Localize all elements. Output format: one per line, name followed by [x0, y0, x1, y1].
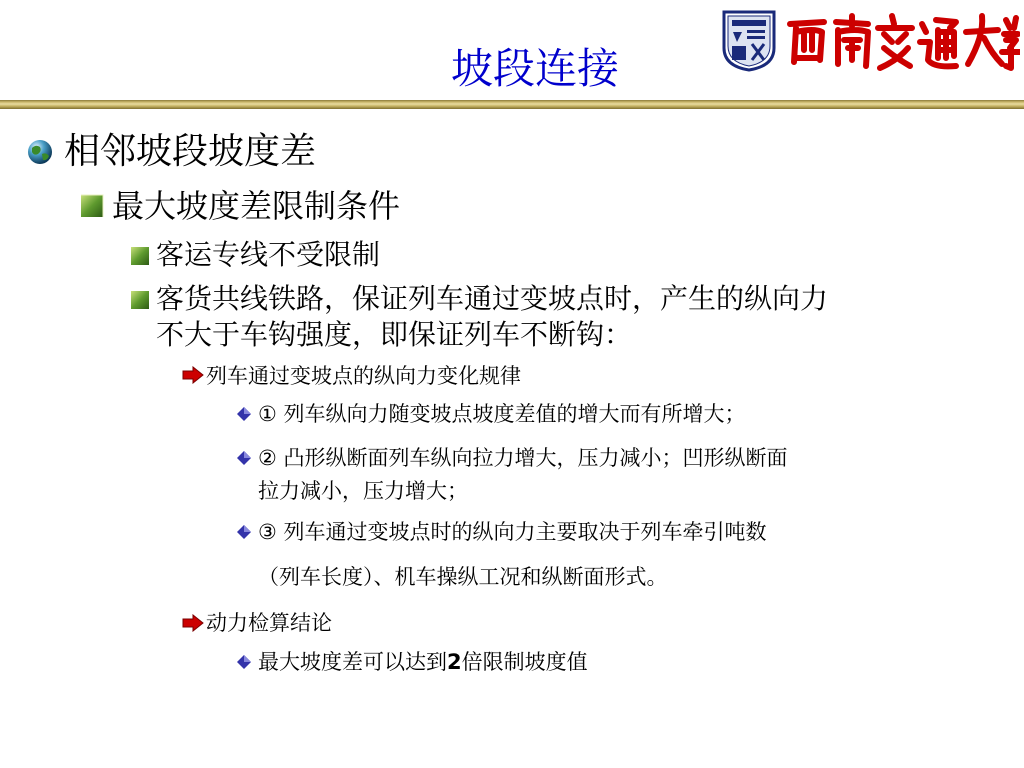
diamond-bullet-icon: [236, 406, 252, 422]
level2-heading: 最大坡度差限制条件: [112, 187, 401, 225]
square-bullet-icon: [130, 290, 150, 310]
level5-item-2-line2: 拉力减小，压力增大；: [258, 479, 468, 503]
level5-item-4-prefix: 最大坡度差可以达到: [258, 650, 447, 674]
university-name-calligraphy: [784, 10, 1020, 74]
diamond-bullet-icon: [236, 654, 252, 670]
level4-item-dynamic-check: 动力检算结论: [206, 611, 332, 635]
level3-item-mixed-line-line1: 客货共线铁路，保证列车通过变坡点时，产生的纵向力: [156, 282, 829, 315]
globe-icon: [26, 138, 54, 166]
square-bullet-icon: [80, 194, 104, 218]
level5-item-4: [258, 647, 588, 677]
level3-item-passenger-line: 客运专线不受限制: [156, 238, 381, 271]
level5-item-4-number: 2: [447, 650, 462, 674]
level3-item-mixed-line-line2: 不大于车钩强度，即保证列车不断钩：: [156, 318, 633, 351]
level5-item-1: ① 列车纵向力随变坡点坡度差值的增大而有所增大；: [258, 402, 746, 426]
square-bullet-icon: [130, 246, 150, 266]
arrow-right-icon: [182, 614, 204, 632]
arrow-right-icon: [182, 366, 204, 384]
level5-item-4-suffix: 倍限制坡度值: [461, 650, 588, 674]
level5-item-3-line1: ③ 列车通过变坡点时的纵向力主要取决于列车牵引吨数: [258, 520, 767, 544]
slide-title: 坡段连接: [450, 44, 619, 93]
level5-item-2-line1: ② 凸形纵断面列车纵向拉力增大，压力减小；凹形纵断面: [258, 446, 788, 470]
diamond-bullet-icon: [236, 450, 252, 466]
level4-item-force-pattern: 列车通过变坡点的纵向力变化规律: [206, 364, 521, 388]
title-divider: [0, 100, 1024, 109]
level5-item-3-line2: （列车长度）、机车操纵工况和纵断面形式。: [258, 565, 668, 589]
level1-heading: 相邻坡段坡度差: [64, 131, 317, 172]
diamond-bullet-icon: [236, 524, 252, 540]
